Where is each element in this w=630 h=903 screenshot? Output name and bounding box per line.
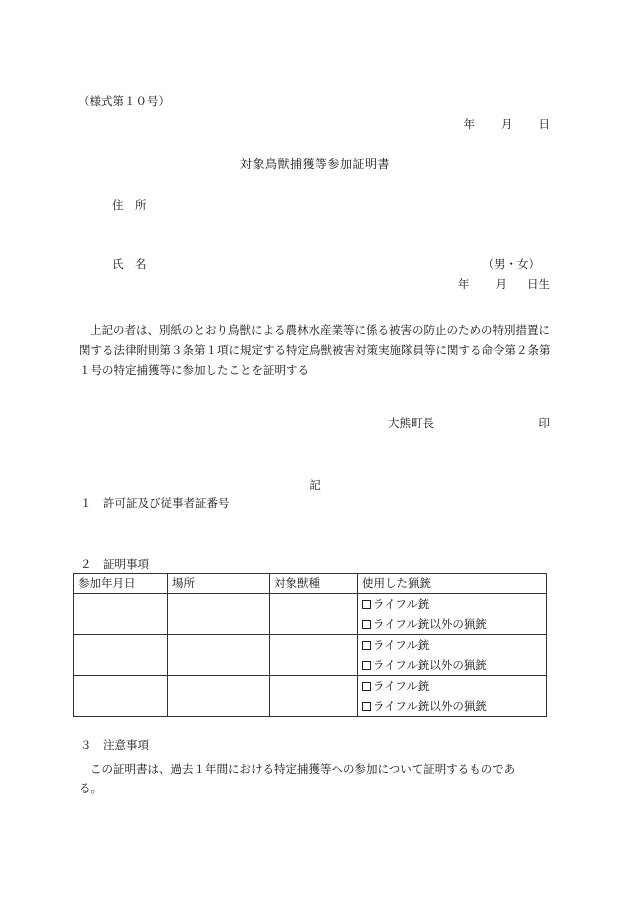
checkbox[interactable]: [362, 600, 371, 609]
form-number: （様式第１０号）: [78, 94, 170, 108]
cell-date[interactable]: [74, 594, 168, 635]
address-label: 住 所: [112, 198, 147, 212]
seal-mark: 印: [538, 416, 550, 430]
gun-option-label: ライフル銃以外の猟銃: [373, 617, 487, 631]
cell-place[interactable]: [168, 676, 270, 717]
birth-date: [458, 279, 550, 291]
cell-date[interactable]: [74, 635, 168, 676]
issue-date: [464, 119, 551, 131]
name-label: 氏 名: [112, 257, 147, 271]
gun-option-label: ライフル銃以外の猟銃: [373, 699, 487, 713]
item2-heading: ２ 証明事項: [80, 557, 149, 571]
checkbox[interactable]: [362, 641, 371, 650]
cell-species[interactable]: [270, 676, 358, 717]
birth-day: 日生: [527, 277, 550, 291]
gun-option-other[interactable]: [362, 696, 546, 716]
gun-option-other[interactable]: [362, 614, 546, 634]
gun-option-rifle[interactable]: [362, 635, 546, 655]
gun-option-rifle[interactable]: [362, 676, 546, 696]
gun-option-label: ライフル銃: [373, 679, 430, 693]
table-row: [74, 594, 547, 635]
cell-species[interactable]: [270, 594, 358, 635]
cell-gun: [358, 676, 547, 717]
note-text: この証明書は、過去１年間における特定捕獲等への参加について証明するものである。: [79, 762, 516, 795]
cell-date[interactable]: [74, 676, 168, 717]
cell-place[interactable]: [168, 594, 270, 635]
issue-date-year: 年: [463, 117, 475, 131]
checkbox[interactable]: [362, 620, 371, 629]
mayor-title: 大熊町長: [388, 416, 434, 430]
table-row: [74, 676, 547, 717]
checkbox[interactable]: [362, 682, 371, 691]
cell-gun: [358, 594, 547, 635]
checkbox[interactable]: [362, 661, 371, 670]
table-row: [74, 635, 547, 676]
table-header-row: [74, 574, 547, 594]
gun-option-label: ライフル銃: [373, 638, 430, 652]
cell-gun: [358, 635, 547, 676]
gender-selector: （男・女）: [482, 257, 540, 271]
ki-heading: 記: [309, 478, 321, 492]
participation-table: [73, 573, 547, 717]
gun-option-rifle[interactable]: [362, 594, 546, 614]
gun-option-label: ライフル銃以外の猟銃: [373, 658, 487, 672]
birth-year: 年: [458, 277, 470, 291]
cell-place[interactable]: [168, 635, 270, 676]
certification-text: 上記の者は、別紙のとおり鳥獣による農林水産業等に係る被害の防止のための特別措置に関する法律附則第３条第１項に規定する特定鳥獣被害対策実施隊員等に関する命令第２条第１号の特定捕獲等に参加したことを証明する: [79, 323, 551, 377]
gun-option-label: ライフル銃: [373, 597, 430, 611]
item1-heading: １ 許可証及び従事者証番号: [80, 496, 230, 510]
header-gun: 使用した猟銃: [358, 574, 547, 594]
gun-option-other[interactable]: [362, 655, 546, 675]
issue-date-month: 月: [501, 117, 513, 131]
cell-species[interactable]: [270, 635, 358, 676]
header-place: 場所: [168, 574, 270, 594]
document-title: 対象鳥獣捕獲等参加証明書: [239, 157, 390, 171]
item3-heading: ３ 注意事項: [80, 738, 149, 752]
signature-line: [388, 418, 550, 430]
birth-month: 月: [495, 277, 507, 291]
header-species: 対象獣種: [270, 574, 358, 594]
header-date: 参加年月日: [74, 574, 168, 594]
issue-date-day: 日: [538, 117, 550, 131]
checkbox[interactable]: [362, 702, 371, 711]
